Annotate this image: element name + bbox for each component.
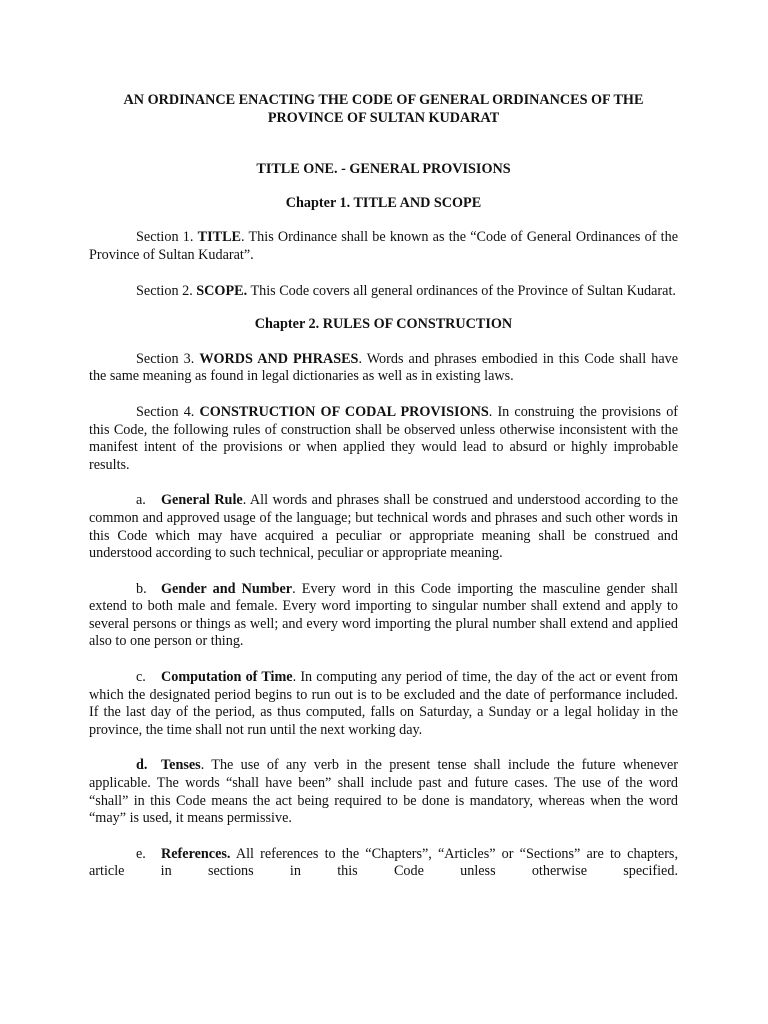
- title-one-heading: TITLE ONE. - GENERAL PROVISIONS: [256, 161, 511, 178]
- rule-b-body: . Every word in this Code importing the masculine gender shall extend to both male and female. Every word importing to singular number shall extend and apply to several persons or things as well; and every word importing the plural number shall extend and applied also to one person or thing.: [89, 580, 678, 650]
- rule-a-body: . All words and phrases shall be construed and understood according to the common and approved usage of the language; but technical words and phrases and such other words in this Code which may have acquired a peculiar or appropriate meaning shall be construed and understood according to such technical, peculiar or appropriate meaning.: [89, 492, 679, 562]
- section-3-body: . Words and phrases embodied in this Code shall have the same meaning as found in legal dictionaries as well as in existing laws.: [89, 350, 679, 385]
- section-1-heading: TITLE: [197, 229, 241, 246]
- rule-d: [89, 757, 678, 827]
- chapter1-heading: Chapter 1. TITLE AND SCOPE: [285, 194, 482, 211]
- section-1-body: . This Ordinance shall be known as the “Code of General Ordinances of the Province of Sultan Kudarat”.: [89, 229, 678, 263]
- section-3: [89, 351, 678, 386]
- rule-b-heading: Gender and Number: [161, 580, 293, 597]
- rule-d-body: . The use of any verb in the present tense shall include the future whenever applicable. The words “shall have been” shall include past and future cases. The use of the word “shall” in this Code means the act being required to be done is mandatory, whereas when the word “may” is used, it means permissive.: [89, 757, 678, 827]
- rule-a-letter: a.: [136, 492, 146, 509]
- rule-b-letter: b.: [136, 580, 147, 597]
- rule-d-letter: d.: [136, 757, 148, 774]
- section-4: [89, 404, 678, 474]
- section-2-prefix: Section 2.: [136, 282, 197, 299]
- document-title-line1: AN ORDINANCE ENACTING THE CODE OF GENERAL ORDINANCES OF THE: [123, 92, 644, 108]
- rule-c: [89, 669, 678, 739]
- rule-c-heading: Computation of Time: [161, 669, 293, 686]
- section-3-heading: WORDS AND PHRASES: [199, 350, 359, 367]
- document-title: [89, 92, 678, 127]
- section-1: [89, 229, 678, 264]
- document-page: [89, 92, 678, 881]
- rule-a: [89, 492, 678, 562]
- section-4-body: . In construing the provisions of this Code, the following rules of construction shall be observed unless otherwise inconsistent with the manifest intent of the provisions or when applied they would lead to absurd or highly improbable results.: [89, 403, 679, 473]
- rule-e-body: All references to the “Chapters”, “Articles” or “Sections” are to chapters, article in sections in this Code unless otherwise specified.: [89, 845, 678, 880]
- section-4-heading: CONSTRUCTION OF CODAL PROVISIONS: [199, 403, 489, 420]
- section-3-prefix: Section 3.: [136, 350, 200, 367]
- rule-c-letter: c.: [136, 669, 146, 686]
- rule-c-body: . In computing any period of time, the day of the act or event from which the designated period begins to run out is to be excluded and the date of performance included. If the last day of the period, as thus computed, falls on Saturday, a Sunday or a legal holiday in the province, the time shall not run until the next working day.: [89, 669, 678, 738]
- section-2-heading: SCOPE.: [196, 282, 248, 299]
- section-4-prefix: Section 4.: [136, 403, 200, 420]
- rule-a-heading: General Rule: [161, 492, 243, 509]
- rule-b: [89, 581, 678, 651]
- chapter2-heading: Chapter 2. RULES OF CONSTRUCTION: [254, 316, 513, 333]
- section-2: [89, 283, 678, 301]
- section-1-prefix: Section 1.: [136, 229, 198, 246]
- rule-e-letter: e.: [136, 845, 146, 862]
- rule-d-heading: Tenses: [161, 757, 201, 774]
- section-2-body: This Code covers all general ordinances of the Province of Sultan Kudarat.: [247, 282, 676, 299]
- rule-e: [89, 846, 678, 881]
- rule-e-heading: References.: [161, 845, 231, 862]
- document-title-line2: PROVINCE OF SULTAN KUDARAT: [267, 109, 500, 126]
